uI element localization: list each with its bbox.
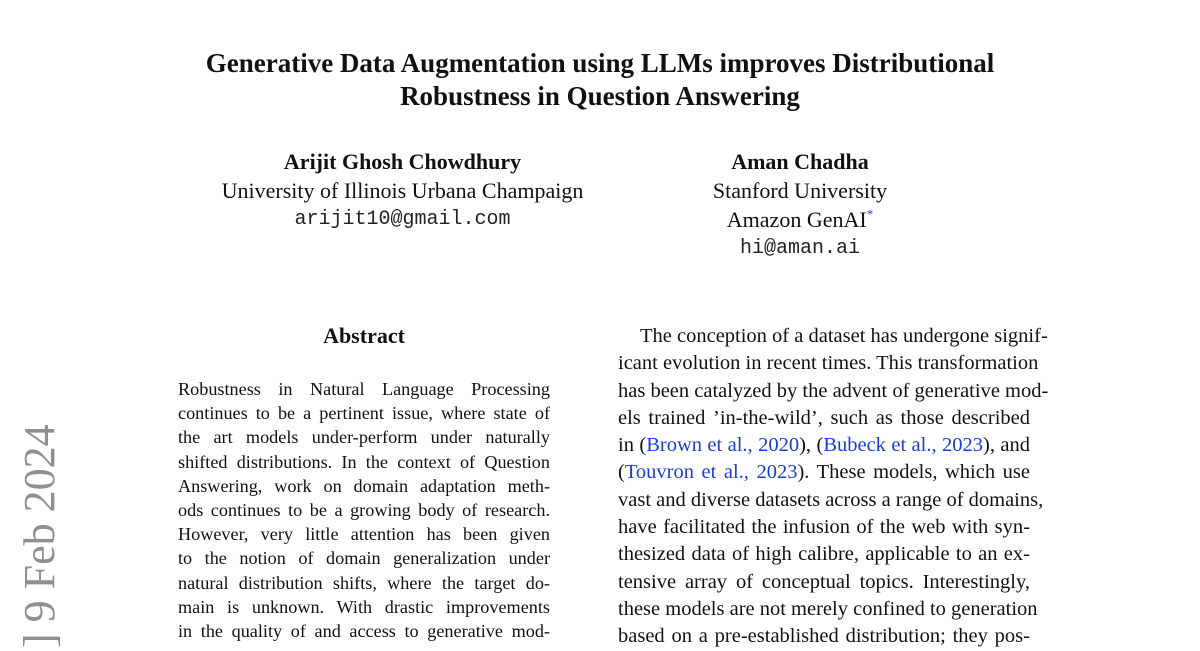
- abstract-line: continues to be a pertinent issue, where state of: [178, 403, 550, 424]
- intro-line: icant evolution in recent times. This transformation: [618, 352, 1039, 375]
- intro-text: in (: [618, 434, 647, 457]
- abstract-line: natural distribution shifts, where the target do-: [178, 572, 550, 593]
- intro-line: tensive array of conceptual topics. Interestingly,: [618, 570, 1030, 593]
- title-line: Robustness in Question Answering: [400, 81, 800, 111]
- author-affiliation: University of Illinois Urbana Champaign: [221, 178, 584, 203]
- intro-line: [618, 432, 1030, 459]
- title-line: Generative Data Augmentation using LLMs improves Distributional: [205, 48, 995, 78]
- paper-title: [140, 47, 1060, 113]
- abstract-line: However, very little attention has been given: [178, 524, 550, 545]
- intro-line: els trained ’in-the-wild’, such as those described: [618, 406, 1030, 429]
- author-block-1: [180, 148, 625, 234]
- abstract-line: shifted distributions. In the context of Question: [178, 451, 550, 472]
- intro-text: ), (: [799, 434, 824, 457]
- abstract-line: in the quality of and access to generative mod-: [178, 621, 550, 642]
- author-affiliation: [655, 205, 945, 234]
- intro-text: ), and: [983, 434, 1030, 457]
- abstract-line: main is unknown. With drastic improvements: [178, 596, 550, 617]
- intro-line: have facilitated the infusion of the web with syn-: [618, 516, 1030, 539]
- affiliation-text: Amazon GenAI: [726, 207, 867, 232]
- intro-body: [618, 323, 1049, 651]
- author-affiliation: Stanford University: [712, 178, 888, 203]
- intro-line: vast and diverse datasets across a range of domains,: [618, 488, 1044, 511]
- citation-link[interactable]: Bubeck et al., 2023: [823, 434, 984, 457]
- author-name: Aman Chadha: [731, 149, 869, 174]
- citation-link[interactable]: Touvron et al., 2023: [624, 461, 798, 484]
- author-email[interactable]: hi@aman.ai: [739, 237, 861, 260]
- abstract-body: [178, 377, 550, 643]
- intro-text: (: [618, 461, 625, 484]
- intro-line: [618, 459, 1030, 486]
- arxiv-stamp: ] 9 Feb 2024: [15, 424, 64, 648]
- author-block-2: [655, 148, 945, 263]
- footnote-mark[interactable]: *: [866, 206, 874, 222]
- author-name: Arijit Ghosh Chowdhury: [283, 149, 522, 174]
- abstract-line: ods continues to be a growing body of research.: [178, 500, 550, 521]
- intro-line: has been catalyzed by the advent of generative mod-: [618, 379, 1049, 402]
- abstract-heading: Abstract: [323, 323, 405, 348]
- abstract-line: to the notion of domain generalization under: [178, 548, 550, 569]
- intro-line: these models are not merely confined to generation: [618, 597, 1038, 620]
- intro-line: based on a pre-established distribution; they pos-: [618, 625, 1030, 648]
- abstract-line: Robustness in Natural Language Processing: [178, 379, 550, 399]
- abstract-line: Answering, work on domain adaptation meth-: [178, 475, 550, 496]
- intro-line: The conception of a dataset has undergone signif-: [640, 325, 1048, 347]
- intro-text: ). These models, which use: [797, 461, 1030, 484]
- intro-line: thesized data of high calibre, applicable to an ex-: [618, 543, 1030, 566]
- abstract-line: the art models under-perform under naturally: [178, 427, 550, 448]
- citation-link[interactable]: Brown et al., 2020: [646, 434, 800, 457]
- author-email[interactable]: arijit10@gmail.com: [294, 208, 511, 231]
